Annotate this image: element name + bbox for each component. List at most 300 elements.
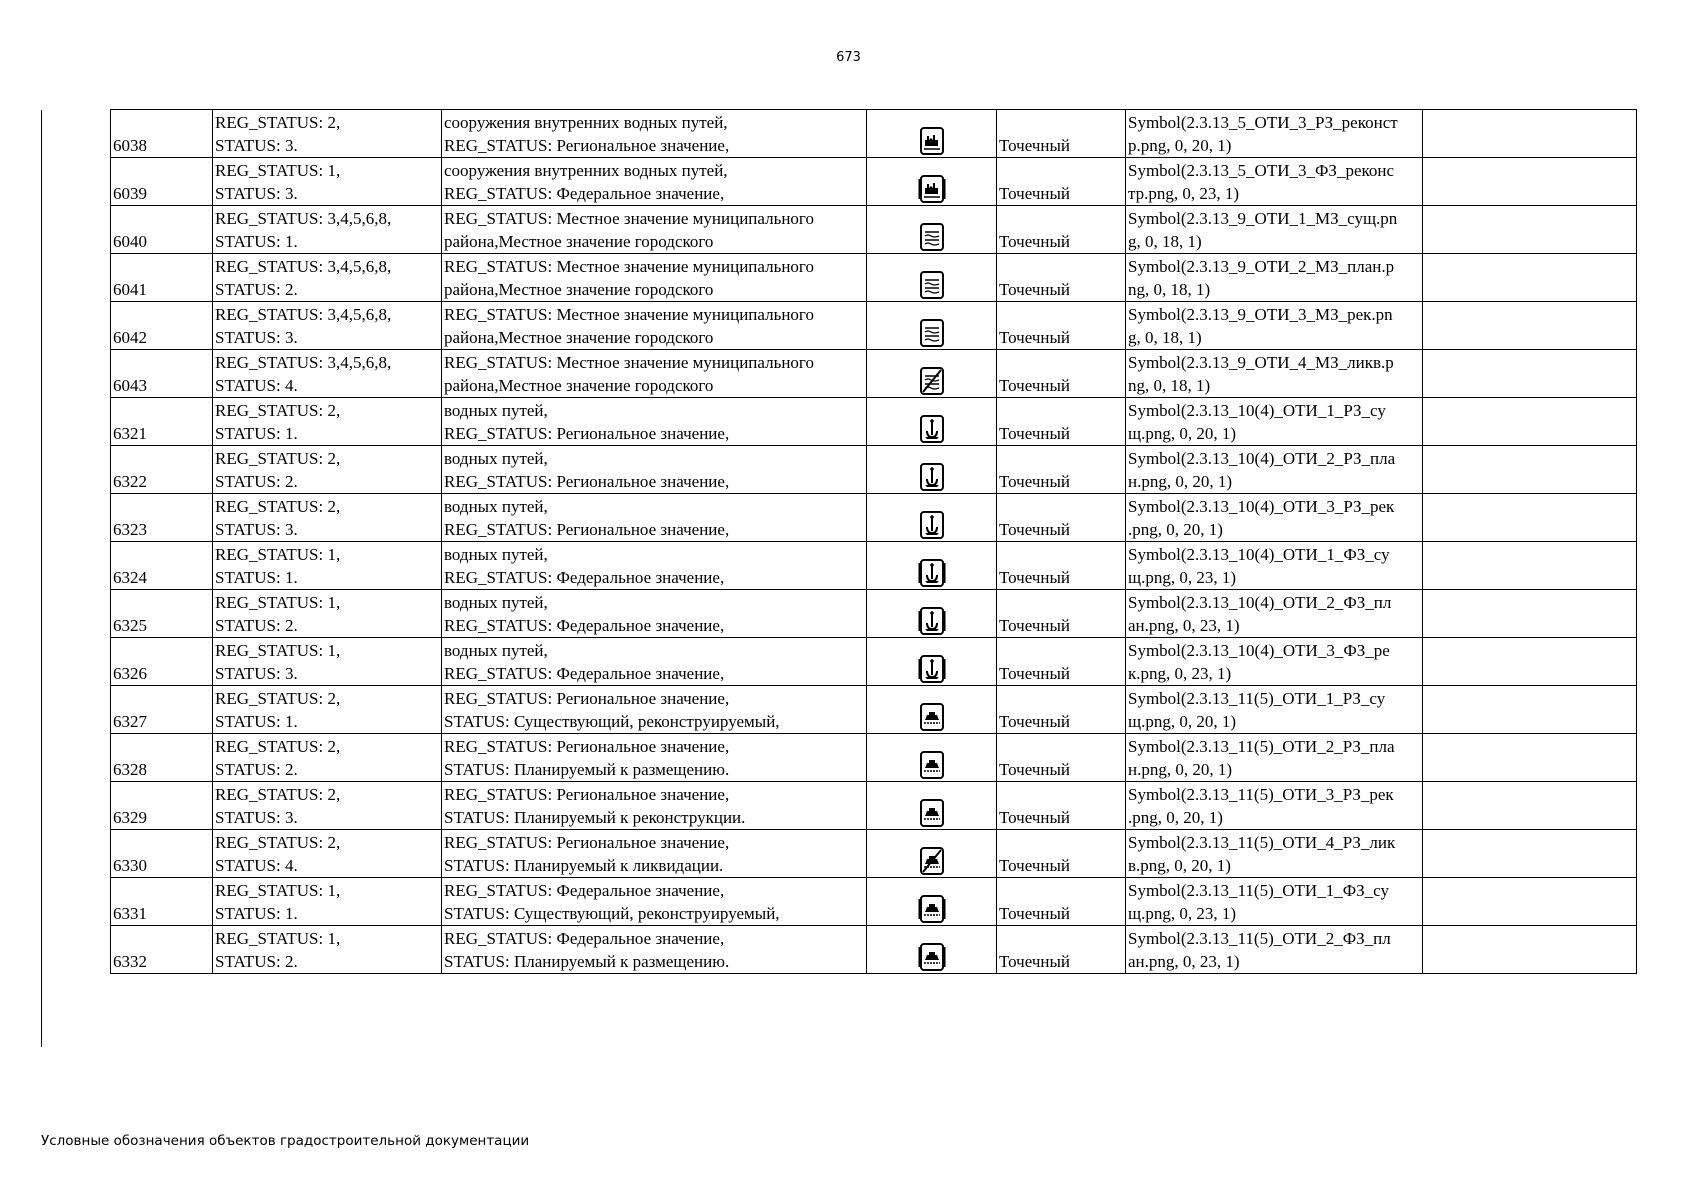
cell-text: REG_STATUS: Федеральное значение, — [444, 616, 725, 635]
cell-text: .png, 0, 20, 1) — [1128, 520, 1223, 539]
cell-text: водных путей, — [444, 593, 548, 612]
cell-text: REG_STATUS: Местное значение муниципального — [444, 209, 814, 228]
waterway-structure-icon — [916, 322, 948, 341]
cell-text: ан.png, 0, 23, 1) — [1128, 616, 1240, 635]
cell-text: района,Местное значение городского — [444, 280, 714, 299]
cell-description — [442, 926, 867, 974]
port-ship-icon — [916, 130, 948, 149]
cell-geometry-type — [997, 686, 1126, 734]
row-id: 6329 — [113, 808, 147, 827]
cell-id — [111, 590, 213, 638]
cell-geometry-type — [997, 254, 1126, 302]
cell-empty — [1423, 830, 1637, 878]
cell-description — [442, 158, 867, 206]
cell-text: щ.png, 0, 23, 1) — [1128, 904, 1237, 923]
cell-text: Symbol(2.3.13_9_ОТИ_2_МЗ_план.p — [1128, 257, 1395, 276]
table-row — [111, 686, 1637, 734]
cell-geometry-type — [997, 878, 1126, 926]
ferry-federal-icon — [916, 946, 948, 965]
cell-text: Symbol(2.3.13_11(5)_ОТИ_2_ФЗ_пл — [1128, 929, 1391, 948]
cell-text: REG_STATUS: 2, — [215, 113, 341, 132]
cell-symbol — [867, 398, 997, 446]
cell-description — [442, 494, 867, 542]
row-id: 6039 — [113, 184, 147, 203]
cell-text: REG_STATUS: 1, — [215, 641, 341, 660]
waterway-structure-crossed-icon — [916, 370, 948, 389]
geometry-type: Точечный — [999, 952, 1071, 971]
cell-condition — [213, 782, 442, 830]
row-id: 6327 — [113, 712, 147, 731]
cell-id — [111, 494, 213, 542]
cell-text: Symbol(2.3.13_10(4)_ОТИ_1_РЗ_су — [1128, 401, 1386, 420]
cell-symbol — [867, 302, 997, 350]
cell-geometry-type — [997, 494, 1126, 542]
cell-condition — [213, 350, 442, 398]
cell-symbol — [867, 686, 997, 734]
table-row — [111, 158, 1637, 206]
cell-description — [442, 590, 867, 638]
cell-text: REG_STATUS: 1, — [215, 545, 341, 564]
cell-text: р.png, 0, 20, 1) — [1128, 136, 1232, 155]
cell-text: REG_STATUS: 1, — [215, 881, 341, 900]
geometry-type: Точечный — [999, 472, 1071, 491]
cell-geometry-type — [997, 830, 1126, 878]
cell-text: REG_STATUS: Региональное значение, — [444, 833, 730, 852]
cell-id — [111, 206, 213, 254]
port-ship-federal-icon — [916, 178, 948, 197]
cell-text: STATUS: 2. — [215, 760, 298, 779]
cell-text: н.png, 0, 20, 1) — [1128, 472, 1233, 491]
cell-id — [111, 158, 213, 206]
anchor-icon — [916, 418, 948, 437]
cell-text: STATUS: 1. — [215, 568, 298, 587]
cell-empty — [1423, 110, 1637, 158]
cell-text: н.png, 0, 20, 1) — [1128, 760, 1233, 779]
cell-text: Symbol(2.3.13_5_ОТИ_3_ФЗ_реконс — [1128, 161, 1395, 180]
cell-text: ng, 0, 18, 1) — [1128, 280, 1211, 299]
cell-text: Symbol(2.3.13_11(5)_ОТИ_4_РЗ_лик — [1128, 833, 1396, 852]
cell-text: REG_STATUS: 2, — [215, 785, 341, 804]
ferry-icon — [916, 706, 948, 725]
cell-text: Symbol(2.3.13_11(5)_ОТИ_1_ФЗ_су — [1128, 881, 1389, 900]
cell-description — [442, 734, 867, 782]
cell-symbol-expression — [1126, 158, 1423, 206]
cell-text: REG_STATUS: Федеральное значение, — [444, 929, 725, 948]
cell-symbol-expression — [1126, 590, 1423, 638]
ferry-crossed-icon — [916, 850, 948, 869]
cell-symbol-expression — [1126, 110, 1423, 158]
cell-empty — [1423, 926, 1637, 974]
cell-text: STATUS: 2. — [215, 616, 298, 635]
row-id: 6322 — [113, 472, 147, 491]
cell-text: REG_STATUS: Федеральное значение, — [444, 184, 725, 203]
geometry-type: Точечный — [999, 376, 1071, 395]
cell-text: STATUS: Существующий, реконструируемый, — [444, 712, 780, 731]
cell-condition — [213, 446, 442, 494]
cell-text: REG_STATUS: Региональное значение, — [444, 472, 730, 491]
cell-text: REG_STATUS: 2, — [215, 401, 341, 420]
cell-text: REG_STATUS: 2, — [215, 449, 341, 468]
row-id: 6328 — [113, 760, 147, 779]
cell-condition — [213, 494, 442, 542]
geometry-type: Точечный — [999, 808, 1071, 827]
cell-text: STATUS: 3. — [215, 136, 298, 155]
cell-text: REG_STATUS: Региональное значение, — [444, 136, 730, 155]
cell-symbol — [867, 254, 997, 302]
row-id: 6323 — [113, 520, 147, 539]
cell-symbol-expression — [1126, 542, 1423, 590]
row-id: 6041 — [113, 280, 147, 299]
cell-empty — [1423, 734, 1637, 782]
cell-condition — [213, 734, 442, 782]
cell-text: REG_STATUS: Федеральное значение, — [444, 568, 725, 587]
table-row — [111, 110, 1637, 158]
cell-symbol — [867, 350, 997, 398]
row-id: 6321 — [113, 424, 147, 443]
cell-text: REG_STATUS: 3,4,5,6,8, — [215, 353, 392, 372]
cell-text: STATUS: 1. — [215, 232, 298, 251]
cell-geometry-type — [997, 446, 1126, 494]
cell-text: щ.png, 0, 20, 1) — [1128, 712, 1237, 731]
cell-symbol — [867, 926, 997, 974]
cell-text: STATUS: 4. — [215, 376, 298, 395]
table-row — [111, 254, 1637, 302]
cell-symbol — [867, 734, 997, 782]
cell-description — [442, 398, 867, 446]
cell-text: в.png, 0, 20, 1) — [1128, 856, 1231, 875]
cell-condition — [213, 542, 442, 590]
cell-symbol — [867, 110, 997, 158]
cell-empty — [1423, 590, 1637, 638]
cell-text: .png, 0, 20, 1) — [1128, 808, 1223, 827]
cell-text: Symbol(2.3.13_10(4)_ОТИ_3_РЗ_рек — [1128, 497, 1395, 516]
cell-geometry-type — [997, 782, 1126, 830]
cell-text: STATUS: 4. — [215, 856, 298, 875]
row-id: 6331 — [113, 904, 147, 923]
cell-description — [442, 542, 867, 590]
cell-id — [111, 686, 213, 734]
cell-text: водных путей, — [444, 641, 548, 660]
geometry-type: Точечный — [999, 232, 1071, 251]
cell-text: STATUS: 2. — [215, 472, 298, 491]
cell-symbol-expression — [1126, 206, 1423, 254]
cell-empty — [1423, 302, 1637, 350]
cell-text: Symbol(2.3.13_10(4)_ОТИ_1_ФЗ_су — [1128, 545, 1390, 564]
cell-id — [111, 446, 213, 494]
cell-text: водных путей, — [444, 545, 548, 564]
cell-text: района,Местное значение городского — [444, 328, 714, 347]
cell-text: REG_STATUS: Региональное значение, — [444, 520, 730, 539]
cell-geometry-type — [997, 542, 1126, 590]
cell-empty — [1423, 494, 1637, 542]
anchor-icon — [916, 466, 948, 485]
cell-symbol — [867, 590, 997, 638]
cell-text: REG_STATUS: Местное значение муниципального — [444, 305, 814, 324]
cell-text: STATUS: 1. — [215, 904, 298, 923]
cell-text: REG_STATUS: 2, — [215, 737, 341, 756]
cell-symbol-expression — [1126, 878, 1423, 926]
cell-empty — [1423, 878, 1637, 926]
cell-geometry-type — [997, 926, 1126, 974]
cell-text: Symbol(2.3.13_11(5)_ОТИ_2_РЗ_пла — [1128, 737, 1395, 756]
cell-text: REG_STATUS: 2, — [215, 497, 341, 516]
cell-symbol-expression — [1126, 782, 1423, 830]
cell-condition — [213, 206, 442, 254]
cell-empty — [1423, 446, 1637, 494]
cell-symbol-expression — [1126, 638, 1423, 686]
cell-geometry-type — [997, 638, 1126, 686]
cell-text: STATUS: Существующий, реконструируемый, — [444, 904, 780, 923]
table-row — [111, 302, 1637, 350]
row-id: 6040 — [113, 232, 147, 251]
cell-geometry-type — [997, 110, 1126, 158]
cell-symbol — [867, 494, 997, 542]
cell-id — [111, 398, 213, 446]
cell-text: STATUS: 3. — [215, 520, 298, 539]
cell-id — [111, 830, 213, 878]
cell-text: STATUS: 3. — [215, 664, 298, 683]
cell-text: сооружения внутренних водных путей, — [444, 113, 728, 132]
cell-symbol-expression — [1126, 254, 1423, 302]
table-row — [111, 446, 1637, 494]
geometry-type: Точечный — [999, 904, 1071, 923]
cell-symbol — [867, 782, 997, 830]
cell-symbol-expression — [1126, 446, 1423, 494]
cell-text: сооружения внутренних водных путей, — [444, 161, 728, 180]
cell-symbol — [867, 830, 997, 878]
cell-description — [442, 686, 867, 734]
cell-geometry-type — [997, 350, 1126, 398]
cell-id — [111, 734, 213, 782]
table-row — [111, 782, 1637, 830]
cell-condition — [213, 302, 442, 350]
cell-condition — [213, 830, 442, 878]
cell-text: ng, 0, 18, 1) — [1128, 376, 1211, 395]
row-id: 6326 — [113, 664, 147, 683]
ferry-icon — [916, 754, 948, 773]
table-row — [111, 878, 1637, 926]
cell-text: REG_STATUS: 2, — [215, 689, 341, 708]
cell-symbol-expression — [1126, 830, 1423, 878]
cell-description — [442, 878, 867, 926]
cell-text: g, 0, 18, 1) — [1128, 232, 1202, 251]
cell-text: REG_STATUS: 1, — [215, 929, 341, 948]
cell-text: REG_STATUS: 3,4,5,6,8, — [215, 209, 392, 228]
row-id: 6325 — [113, 616, 147, 635]
cell-id — [111, 350, 213, 398]
cell-empty — [1423, 398, 1637, 446]
cell-description — [442, 206, 867, 254]
cell-condition — [213, 878, 442, 926]
geometry-type: Точечный — [999, 568, 1071, 587]
cell-empty — [1423, 350, 1637, 398]
cell-text: водных путей, — [444, 401, 548, 420]
cell-symbol — [867, 542, 997, 590]
cell-symbol-expression — [1126, 350, 1423, 398]
geometry-type: Точечный — [999, 664, 1071, 683]
cell-symbol-expression — [1126, 494, 1423, 542]
cell-text: REG_STATUS: 3,4,5,6,8, — [215, 257, 392, 276]
table-row — [111, 734, 1637, 782]
page-footer: Условные обозначения объектов градостроительной документации — [41, 1133, 530, 1149]
cell-text: REG_STATUS: 1, — [215, 161, 341, 180]
ferry-icon — [916, 802, 948, 821]
geometry-type: Точечный — [999, 760, 1071, 779]
row-id: 6324 — [113, 568, 147, 587]
cell-symbol-expression — [1126, 302, 1423, 350]
cell-description — [442, 830, 867, 878]
cell-geometry-type — [997, 398, 1126, 446]
cell-symbol-expression — [1126, 734, 1423, 782]
cell-id — [111, 926, 213, 974]
table-row — [111, 638, 1637, 686]
cell-condition — [213, 926, 442, 974]
cell-text: Symbol(2.3.13_10(4)_ОТИ_2_РЗ_пла — [1128, 449, 1396, 468]
cell-text: тр.png, 0, 23, 1) — [1128, 184, 1240, 203]
cell-text: Symbol(2.3.13_10(4)_ОТИ_3_ФЗ_ре — [1128, 641, 1390, 660]
cell-description — [442, 446, 867, 494]
cell-symbol-expression — [1126, 926, 1423, 974]
geometry-type: Точечный — [999, 280, 1071, 299]
row-id: 6330 — [113, 856, 147, 875]
ferry-federal-icon — [916, 898, 948, 917]
geometry-type: Точечный — [999, 712, 1071, 731]
cell-text: STATUS: Планируемый к реконструкции. — [444, 808, 746, 827]
cell-geometry-type — [997, 734, 1126, 782]
table-row — [111, 590, 1637, 638]
cell-text: STATUS: 3. — [215, 184, 298, 203]
cell-text: STATUS: 1. — [215, 712, 298, 731]
cell-symbol-expression — [1126, 686, 1423, 734]
cell-text: водных путей, — [444, 449, 548, 468]
cell-text: Symbol(2.3.13_9_ОТИ_4_МЗ_ликв.p — [1128, 353, 1394, 372]
cell-condition — [213, 398, 442, 446]
row-id: 6038 — [113, 136, 147, 155]
cell-description — [442, 350, 867, 398]
table-row — [111, 494, 1637, 542]
cell-text: района,Местное значение городского — [444, 232, 714, 251]
cell-text: REG_STATUS: Федеральное значение, — [444, 881, 725, 900]
anchor-icon — [916, 514, 948, 533]
anchor-federal-icon — [916, 610, 948, 629]
cell-text: водных путей, — [444, 497, 548, 516]
cell-text: Symbol(2.3.13_11(5)_ОТИ_3_РЗ_рек — [1128, 785, 1394, 804]
cell-text: Symbol(2.3.13_11(5)_ОТИ_1_РЗ_су — [1128, 689, 1386, 708]
cell-symbol — [867, 446, 997, 494]
cell-id — [111, 638, 213, 686]
cell-text: Symbol(2.3.13_9_ОТИ_1_МЗ_сущ.pn — [1128, 209, 1398, 228]
cell-id — [111, 302, 213, 350]
cell-text: REG_STATUS: 1, — [215, 593, 341, 612]
table-row — [111, 350, 1637, 398]
anchor-federal-icon — [916, 562, 948, 581]
cell-geometry-type — [997, 302, 1126, 350]
table-row — [111, 830, 1637, 878]
cell-text: REG_STATUS: Региональное значение, — [444, 737, 730, 756]
cell-description — [442, 254, 867, 302]
cell-text: REG_STATUS: Местное значение муниципального — [444, 257, 814, 276]
cell-condition — [213, 158, 442, 206]
cell-text: щ.png, 0, 20, 1) — [1128, 424, 1237, 443]
cell-id — [111, 782, 213, 830]
cell-symbol — [867, 878, 997, 926]
cell-empty — [1423, 206, 1637, 254]
cell-id — [111, 254, 213, 302]
waterway-structure-icon — [916, 226, 948, 245]
cell-id — [111, 878, 213, 926]
table-row — [111, 206, 1637, 254]
cell-condition — [213, 638, 442, 686]
cell-symbol-expression — [1126, 398, 1423, 446]
cell-geometry-type — [997, 590, 1126, 638]
geometry-type: Точечный — [999, 328, 1071, 347]
cell-text: STATUS: 3. — [215, 808, 298, 827]
geometry-type: Точечный — [999, 856, 1071, 875]
left-margin-rule — [41, 110, 42, 1047]
row-id: 6332 — [113, 952, 147, 971]
cell-text: STATUS: 1. — [215, 424, 298, 443]
symbol-table — [110, 109, 1637, 974]
cell-text: REG_STATUS: 3,4,5,6,8, — [215, 305, 392, 324]
cell-text: Symbol(2.3.13_9_ОТИ_3_МЗ_рек.pn — [1128, 305, 1393, 324]
cell-empty — [1423, 782, 1637, 830]
cell-empty — [1423, 638, 1637, 686]
cell-text: ан.png, 0, 23, 1) — [1128, 952, 1240, 971]
cell-text: Symbol(2.3.13_5_ОТИ_3_РЗ_реконст — [1128, 113, 1398, 132]
cell-text: STATUS: 3. — [215, 328, 298, 347]
cell-empty — [1423, 158, 1637, 206]
cell-geometry-type — [997, 158, 1126, 206]
geometry-type: Точечный — [999, 424, 1071, 443]
table-row — [111, 398, 1637, 446]
cell-symbol — [867, 158, 997, 206]
cell-id — [111, 110, 213, 158]
cell-id — [111, 542, 213, 590]
geometry-type: Точечный — [999, 616, 1071, 635]
cell-condition — [213, 110, 442, 158]
cell-text: REG_STATUS: Региональное значение, — [444, 424, 730, 443]
cell-text: REG_STATUS: Региональное значение, — [444, 785, 730, 804]
cell-text: REG_STATUS: Местное значение муниципального — [444, 353, 814, 372]
cell-description — [442, 110, 867, 158]
geometry-type: Точечный — [999, 520, 1071, 539]
cell-empty — [1423, 254, 1637, 302]
cell-text: STATUS: 2. — [215, 952, 298, 971]
page-number: 673 — [836, 50, 861, 65]
cell-symbol — [867, 638, 997, 686]
cell-text: района,Местное значение городского — [444, 376, 714, 395]
cell-text: REG_STATUS: Федеральное значение, — [444, 664, 725, 683]
cell-geometry-type — [997, 206, 1126, 254]
cell-text: g, 0, 18, 1) — [1128, 328, 1202, 347]
cell-text: STATUS: Планируемый к ликвидации. — [444, 856, 724, 875]
cell-text: REG_STATUS: 2, — [215, 833, 341, 852]
cell-empty — [1423, 686, 1637, 734]
cell-condition — [213, 590, 442, 638]
geometry-type: Точечный — [999, 184, 1071, 203]
anchor-federal-icon — [916, 658, 948, 677]
row-id: 6042 — [113, 328, 147, 347]
row-id: 6043 — [113, 376, 147, 395]
cell-text: STATUS: Планируемый к размещению. — [444, 760, 730, 779]
cell-description — [442, 782, 867, 830]
cell-text: STATUS: 2. — [215, 280, 298, 299]
waterway-structure-icon — [916, 274, 948, 293]
cell-condition — [213, 254, 442, 302]
cell-text: щ.png, 0, 23, 1) — [1128, 568, 1237, 587]
cell-text: Symbol(2.3.13_10(4)_ОТИ_2_ФЗ_пл — [1128, 593, 1392, 612]
cell-description — [442, 302, 867, 350]
